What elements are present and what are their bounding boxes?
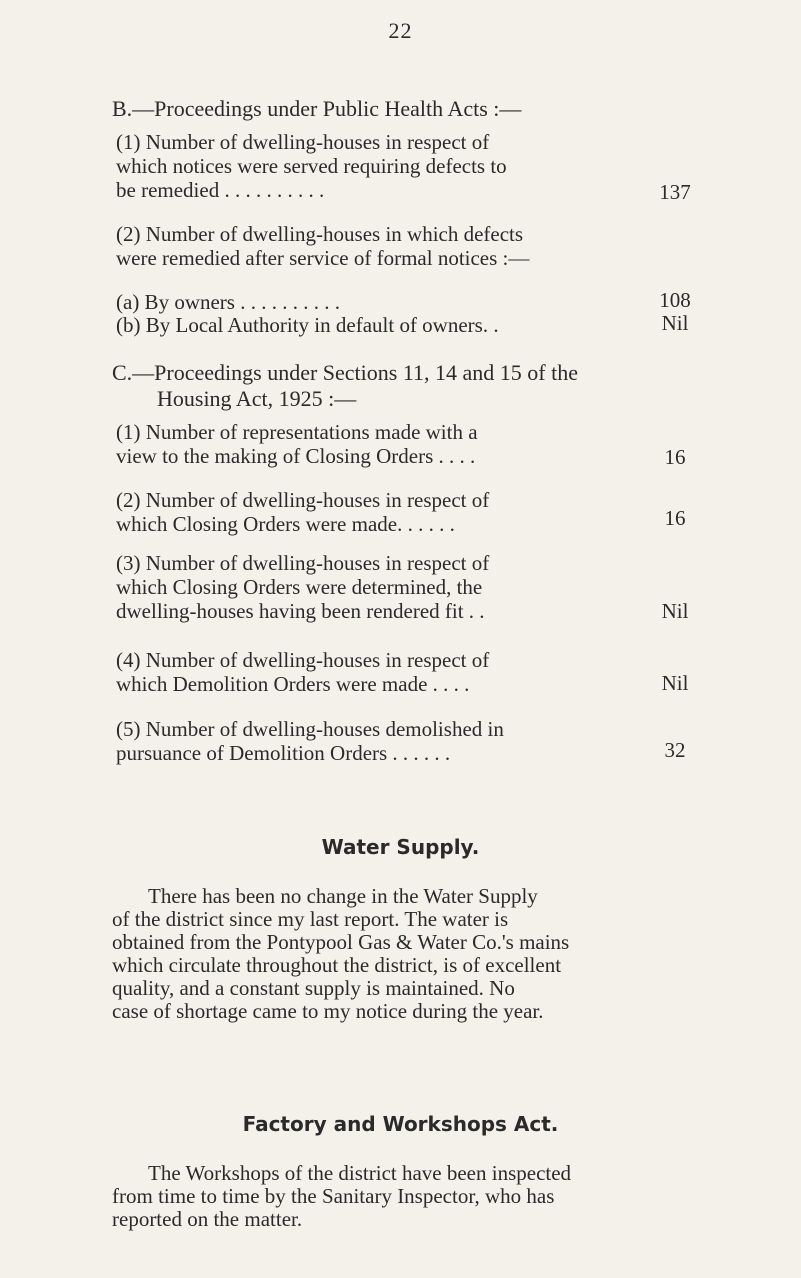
page-number: 22 [388,18,413,43]
text-line: The Workshops of the district have been inspected [148,1161,572,1185]
section-b-heading: B.—Proceedings under Public Health Acts :— [112,96,522,121]
text-line: be remedied . . . . . . . . . . [116,178,325,202]
text-line: (3) Number of dwelling-houses in respect of [116,551,490,575]
factory-act-paragraph [112,1162,632,1231]
text-line: which notices were served requiring defects to [116,154,507,178]
section-c-item-2 [116,488,489,536]
section-b-item-1 [116,130,507,202]
water-supply-title: Water Supply. [321,835,480,859]
text-line: (1) Number of representations made with a [116,420,478,444]
section-c-item-5 [116,717,504,765]
text-line: which circulate throughout the district, is of excellent [112,953,562,977]
factory-act-title: Factory and Workshops Act. [242,1112,559,1136]
text-line: obtained from the Pontypool Gas & Water Co.'s mains [112,930,570,954]
section-c-item-3 [116,551,489,623]
text-line: which Demolition Orders were made . . . . [116,672,470,696]
section-c-heading [112,360,578,412]
section-c-item-2-value: 16 [664,506,686,530]
section-b-item-2b-value: Nil [661,311,689,335]
text-line: (2) Number of dwelling-houses in respect of [116,488,490,512]
text-line: dwelling-houses having been rendered fit . . [116,599,485,623]
section-c-item-1 [116,420,478,468]
text-line: (2) Number of dwelling-houses in which defects [116,222,524,246]
section-b-item-1-value: 137 [659,180,691,204]
text-line: from time to time by the Sanitary Inspector, who has [112,1184,555,1208]
text-line: were remedied after service of formal notices :— [116,246,530,270]
section-c-item-3-value: Nil [661,599,689,623]
text-line: C.—Proceedings under Sections 11, 14 and 15 of the [112,360,578,385]
text-line: There has been no change in the Water Supply [148,884,538,908]
text-line: (5) Number of dwelling-houses demolished in [116,717,504,741]
section-c-item-5-value: 32 [664,738,686,762]
text-line: case of shortage came to my notice during the year. [112,999,544,1023]
section-b-item-2 [116,222,529,270]
text-line: quality, and a constant supply is maintained. No [112,976,515,1000]
text-line: (1) Number of dwelling-houses in respect of [116,130,490,154]
section-b-item-2a-value: 108 [659,288,691,312]
text-line: (4) Number of dwelling-houses in respect of [116,648,490,672]
section-c-item-4-value: Nil [661,671,689,695]
section-b-item-2b-label: (b) By Local Authority in default of owners. . [116,313,499,337]
text-line: reported on the matter. [112,1207,303,1231]
text-line: Housing Act, 1925 :— [157,386,357,411]
section-c-item-1-value: 16 [664,445,686,469]
text-line: which Closing Orders were made. . . . . . [116,512,455,536]
text-line: which Closing Orders were determined, the [116,575,483,599]
text-line: of the district since my last report. The water is [112,907,509,931]
section-b-item-2a-label: (a) By owners . . . . . . . . . . [116,290,340,314]
text-line: pursuance of Demolition Orders . . . . . . [116,741,451,765]
section-c-item-4 [116,648,489,696]
text-line: view to the making of Closing Orders . . . . [116,444,476,468]
water-supply-paragraph [112,885,632,1023]
